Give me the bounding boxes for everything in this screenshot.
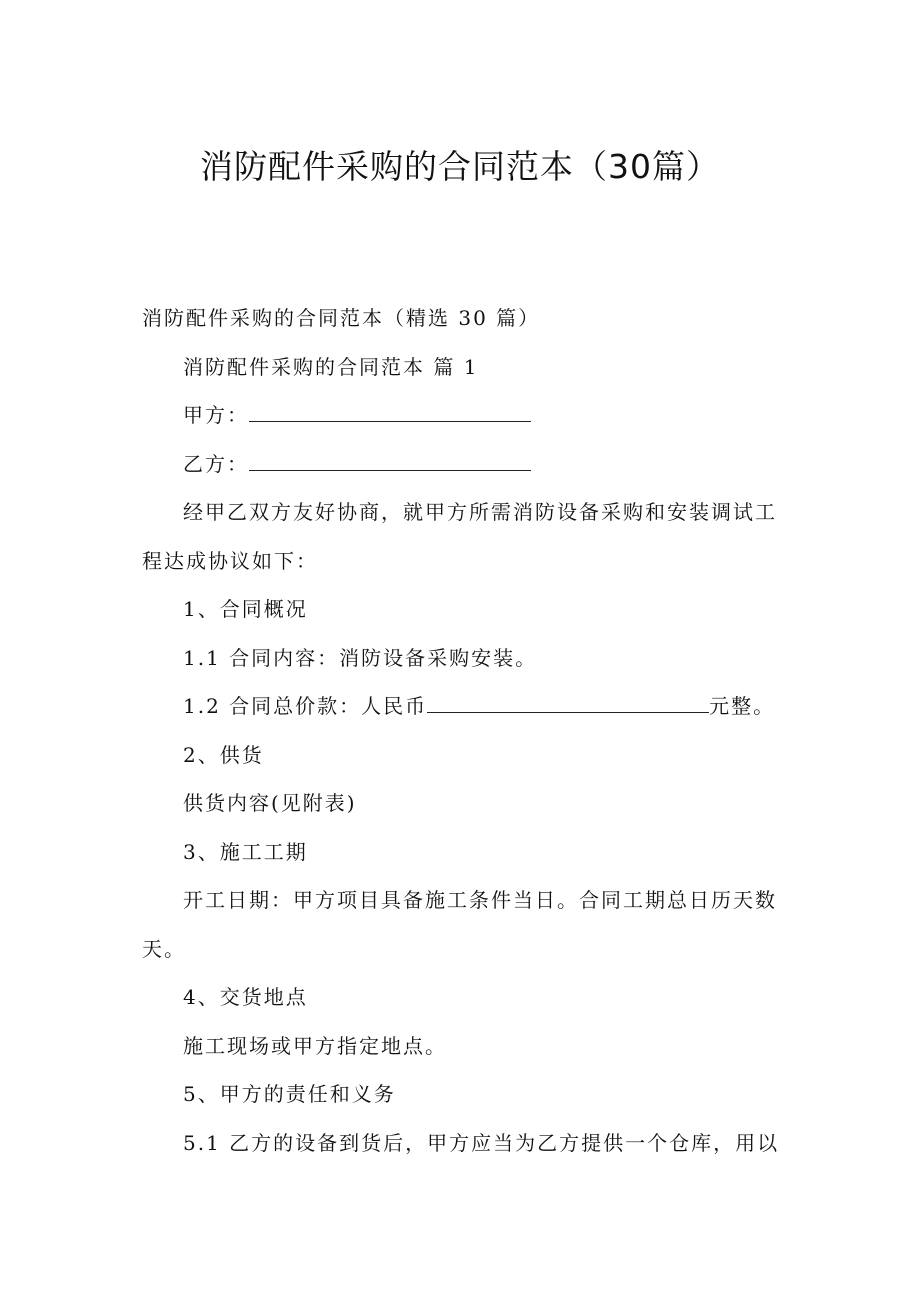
clause-5-1: 5.1 乙方的设备到货后，甲方应当为乙方提供一个仓库，用以 (183, 1130, 780, 1155)
intro-line-1: 经甲乙双方友好协商，就甲方所需消防设备采购和安装调试工 (183, 500, 777, 524)
clause-1-1: 1.1 合同内容：消防设备采购安装。 (183, 645, 538, 670)
section-2-heading: 2、供货 (183, 742, 264, 767)
party-a-blank (249, 403, 531, 422)
document-body (142, 300, 782, 1173)
section-2-text: 供货内容(见附表) (183, 791, 357, 815)
clause-1-2 (142, 688, 782, 737)
section-4-text: 施工现场或甲方指定地点。 (183, 1033, 447, 1058)
price-blank (427, 694, 709, 713)
intro-line-2: 程达成协议如下： (142, 548, 318, 573)
clause-1-2-prefix: 1.2 合同总价款：人民币 (183, 694, 428, 718)
document-subtitle: 消防配件采购的合同范本（精选 30 篇） (142, 306, 541, 330)
section-heading: 消防配件采购的合同范本 篇 1 (183, 354, 479, 379)
party-a-line (142, 397, 782, 446)
section-4-heading: 4、交货地点 (183, 985, 308, 1009)
section-5-heading: 5、甲方的责任和义务 (183, 1082, 396, 1106)
document-title: 消防配件采购的合同范本（30篇） (200, 147, 720, 186)
party-b-line (142, 446, 782, 495)
clause-1-2-suffix: 元整。 (709, 694, 776, 718)
section-3-heading: 3、施工工期 (183, 839, 308, 864)
party-b-label: 乙方： (183, 451, 249, 476)
section-1-heading: 1、合同概况 (183, 597, 308, 621)
party-b-blank (249, 452, 531, 471)
section-3-line-1: 开工日期：甲方项目具备施工条件当日。合同工期总日历天数 (183, 888, 777, 912)
section-3-line-2: 天。 (142, 936, 186, 961)
party-a-label: 甲方： (183, 403, 249, 427)
